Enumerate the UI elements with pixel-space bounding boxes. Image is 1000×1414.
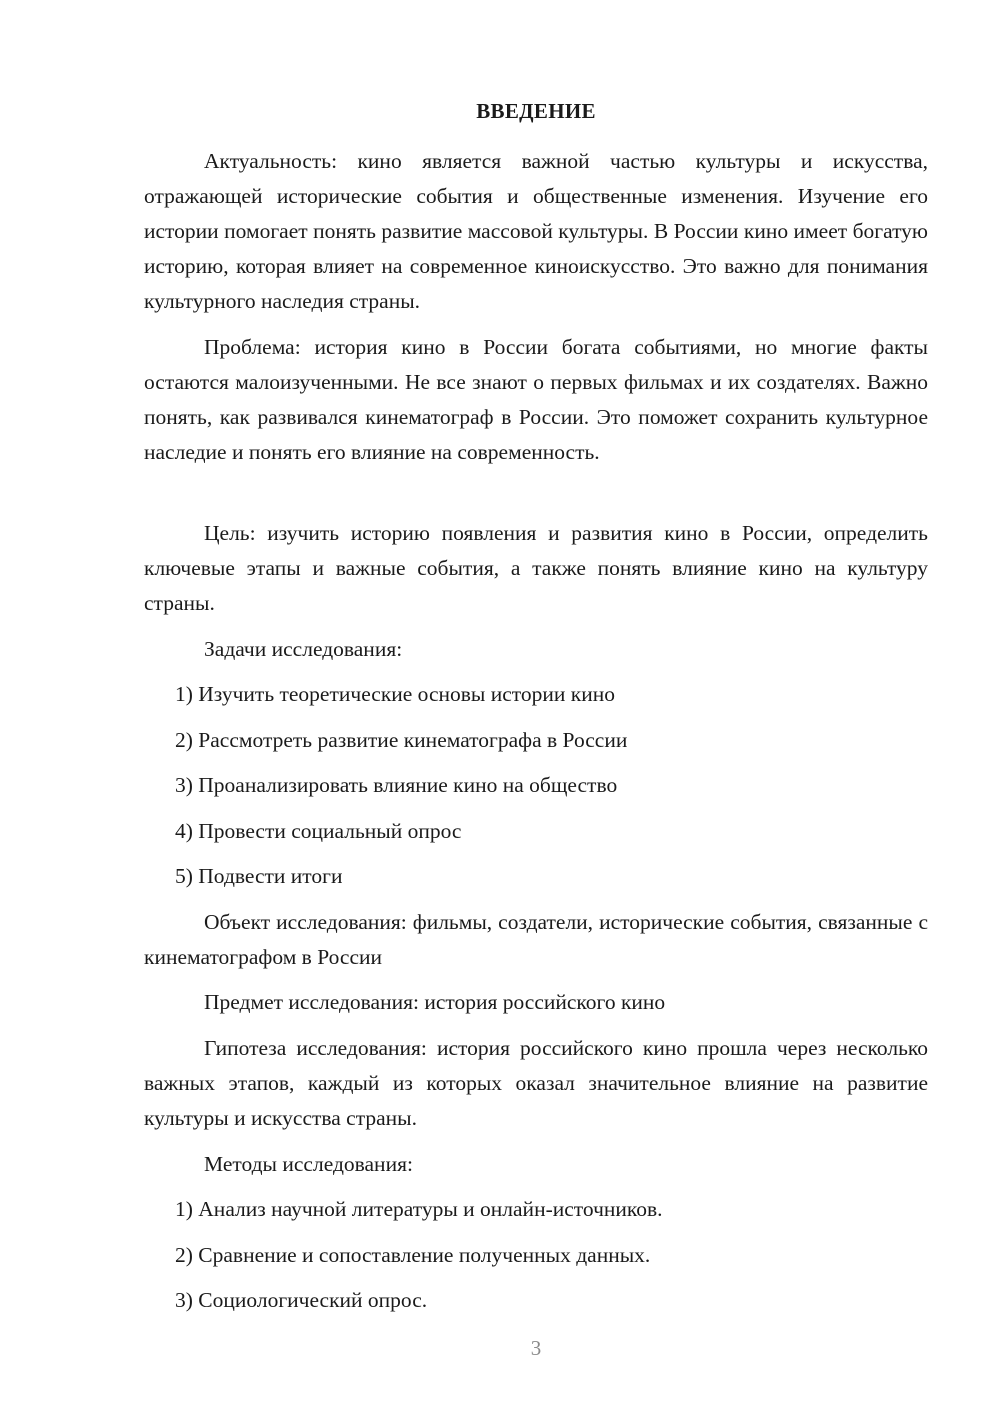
relevance-paragraph: Актуальность: кино является важной частью культуры и искусства, отражающей исторические события и общественные изменения. Изучение его истории помогает понять развитие массовой культуры. В России кино имеет богатую историю, которая влияет на современное киноискусство. Это важно для понимания культурного наследия страны. xyxy=(144,149,928,313)
document-page xyxy=(144,0,928,1414)
goal-paragraph: Цель: изучить историю появления и развития кино в России, определить ключевые этапы и важные события, а также понять влияние кино на культуру страны. xyxy=(144,521,928,615)
method-item-1: 1) Анализ научной литературы и онлайн-источников. xyxy=(175,1197,663,1221)
task-item-5: 5) Подвести итоги xyxy=(175,864,343,888)
hypothesis-paragraph: Гипотеза исследования: история российского кино прошла через несколько важных этапов, каждый из которых оказал значительное влияние на развитие культуры и искусства страны. xyxy=(144,1036,928,1130)
task-item-2: 2) Рассмотреть развитие кинематографа в России xyxy=(175,728,628,752)
method-item-3: 3) Социологический опрос. xyxy=(175,1288,428,1312)
problem-paragraph: Проблема: история кино в России богата событиями, но многие факты остаются малоизученными. Не все знают о первых фильмах и их создателях. Важно понять, как развивался кинематограф в России. Это поможет сохранить культурное наследие и понять его влияние на современность. xyxy=(144,335,928,464)
object-paragraph: Объект исследования: фильмы, создатели, исторические события, связанные с кинематографом в России xyxy=(144,910,928,969)
task-item-1: 1) Изучить теоретические основы истории кино xyxy=(175,682,615,706)
task-item-4: 4) Провести социальный опрос xyxy=(175,819,462,843)
methods-title: Методы исследования: xyxy=(204,1152,413,1176)
tasks-title: Задачи исследования: xyxy=(204,637,403,661)
page-number: 3 xyxy=(530,1336,542,1360)
page-heading: ВВЕДЕНИЕ xyxy=(476,99,596,123)
method-item-2: 2) Сравнение и сопоставление полученных данных. xyxy=(175,1243,651,1267)
task-item-3: 3) Проанализировать влияние кино на общество xyxy=(175,773,618,797)
subject-paragraph: Предмет исследования: история российского кино xyxy=(204,990,666,1014)
